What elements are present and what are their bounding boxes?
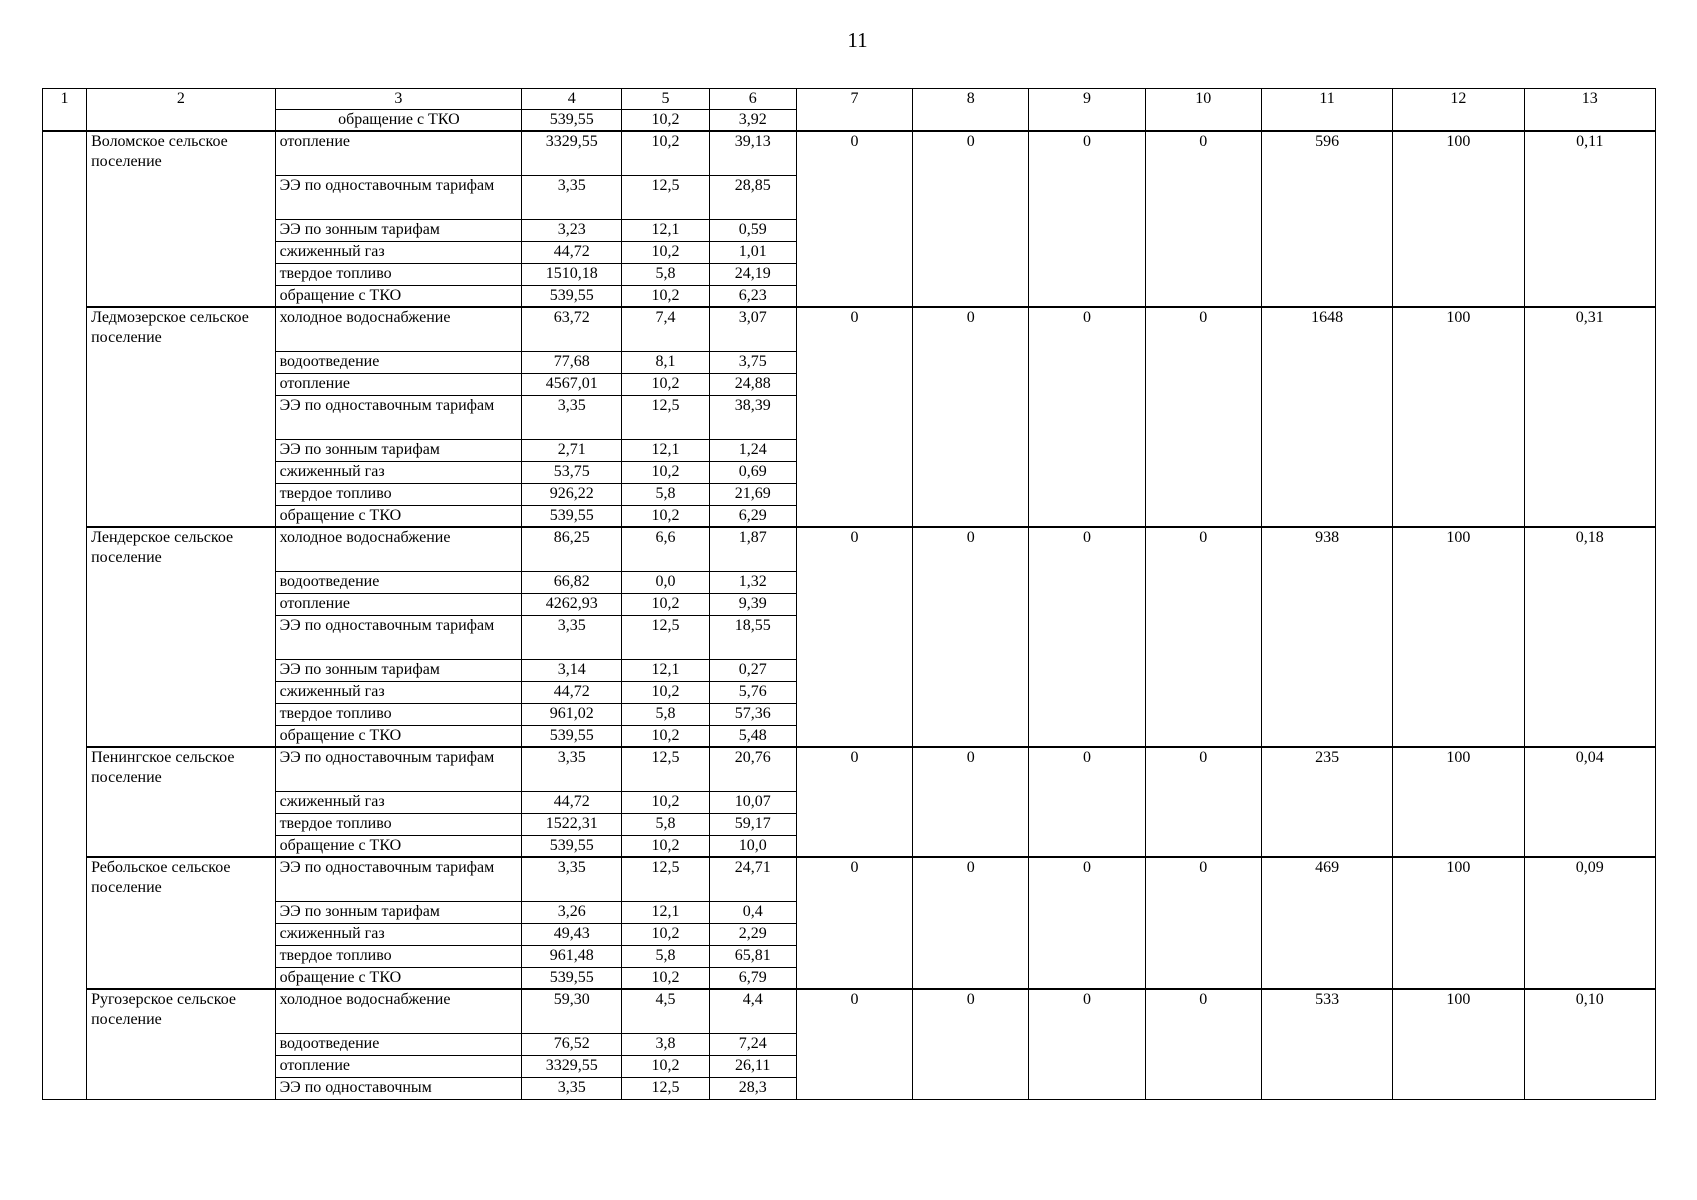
service-cell: сжиженный газ (275, 461, 522, 483)
value-cell: 38,39 (709, 395, 796, 439)
value-cell: 3,35 (522, 1077, 622, 1099)
value-cell: 3,23 (522, 219, 622, 241)
summary-cell: 533 (1261, 989, 1392, 1099)
summary-cell: 0 (1029, 307, 1145, 527)
service-cell: ЭЭ по зонным тарифам (275, 439, 522, 461)
value-cell: 28,85 (709, 175, 796, 219)
value-cell: 3,35 (522, 857, 622, 901)
value-cell: 12,5 (622, 615, 709, 659)
value-cell: 1,01 (709, 241, 796, 263)
table-row (43, 131, 1656, 175)
value-cell: 3329,55 (522, 131, 622, 175)
service-cell: обращение с ТКО (275, 110, 522, 132)
service-cell: твердое топливо (275, 263, 522, 285)
value-cell: 63,72 (522, 307, 622, 351)
summary-cell: 0 (1029, 857, 1145, 989)
summary-cell: 0,04 (1524, 747, 1655, 857)
summary-cell: 100 (1393, 747, 1524, 857)
summary-cell: 0,09 (1524, 857, 1655, 989)
settlement-name: Лендерское сельское поселение (87, 527, 275, 747)
value-cell: 10,2 (622, 681, 709, 703)
service-cell: твердое топливо (275, 483, 522, 505)
table-row (43, 857, 1656, 901)
summary-cell: 0 (796, 307, 912, 527)
value-cell: 1,24 (709, 439, 796, 461)
summary-cell: 938 (1261, 527, 1392, 747)
value-cell: 5,8 (622, 703, 709, 725)
summary-cell: 0 (913, 527, 1029, 747)
value-cell: 539,55 (522, 725, 622, 747)
value-cell: 5,8 (622, 263, 709, 285)
column-header: 12 (1393, 89, 1524, 132)
value-cell: 961,02 (522, 703, 622, 725)
service-cell: ЭЭ по зонным тарифам (275, 219, 522, 241)
service-cell: отопление (275, 131, 522, 175)
value-cell: 0,0 (622, 571, 709, 593)
value-cell: 0,69 (709, 461, 796, 483)
value-cell: 57,36 (709, 703, 796, 725)
value-cell: 3,07 (709, 307, 796, 351)
column-header: 7 (796, 89, 912, 132)
value-cell: 6,6 (622, 527, 709, 571)
value-cell: 3,8 (622, 1033, 709, 1055)
value-cell: 10,2 (622, 967, 709, 989)
summary-cell: 0 (1145, 307, 1261, 527)
value-cell: 10,2 (622, 835, 709, 857)
value-cell: 1510,18 (522, 263, 622, 285)
value-cell: 5,76 (709, 681, 796, 703)
value-cell: 12,1 (622, 439, 709, 461)
summary-cell: 0 (1145, 857, 1261, 989)
summary-cell: 100 (1393, 527, 1524, 747)
value-cell: 1,87 (709, 527, 796, 571)
value-cell: 6,29 (709, 505, 796, 527)
summary-cell: 0 (913, 989, 1029, 1099)
value-cell: 21,69 (709, 483, 796, 505)
value-cell: 10,2 (622, 1055, 709, 1077)
column-header: 11 (1261, 89, 1392, 132)
value-cell: 10,2 (622, 285, 709, 307)
value-cell: 3,35 (522, 615, 622, 659)
service-cell: водоотведение (275, 571, 522, 593)
table-row (43, 527, 1656, 571)
summary-cell: 100 (1393, 307, 1524, 527)
value-cell: 3,92 (709, 110, 796, 132)
summary-cell: 469 (1261, 857, 1392, 989)
value-cell: 18,55 (709, 615, 796, 659)
value-cell: 5,8 (622, 483, 709, 505)
summary-cell: 0,10 (1524, 989, 1655, 1099)
value-cell: 2,29 (709, 923, 796, 945)
value-cell: 65,81 (709, 945, 796, 967)
value-cell: 3329,55 (522, 1055, 622, 1077)
value-cell: 10,2 (622, 791, 709, 813)
value-cell: 28,3 (709, 1077, 796, 1099)
value-cell: 44,72 (522, 791, 622, 813)
value-cell: 3,35 (522, 747, 622, 791)
service-cell: холодное водоснабжение (275, 527, 522, 571)
value-cell: 12,1 (622, 659, 709, 681)
value-cell: 539,55 (522, 505, 622, 527)
value-cell: 0,4 (709, 901, 796, 923)
column-header: 2 (87, 89, 275, 132)
table-row (43, 747, 1656, 791)
service-cell: ЭЭ по зонным тарифам (275, 659, 522, 681)
value-cell: 5,8 (622, 945, 709, 967)
summary-cell: 0 (796, 527, 912, 747)
service-cell: отопление (275, 1055, 522, 1077)
value-cell: 7,24 (709, 1033, 796, 1055)
value-cell: 44,72 (522, 241, 622, 263)
value-cell: 12,5 (622, 395, 709, 439)
service-cell: твердое топливо (275, 813, 522, 835)
settlement-name: Ледмозерское сельское поселение (87, 307, 275, 527)
value-cell: 539,55 (522, 967, 622, 989)
value-cell: 926,22 (522, 483, 622, 505)
value-cell: 5,48 (709, 725, 796, 747)
value-cell: 10,07 (709, 791, 796, 813)
value-cell: 3,75 (709, 351, 796, 373)
data-table (42, 88, 1656, 1100)
settlement-name: Пенингское сельское поселение (87, 747, 275, 857)
value-cell: 59,30 (522, 989, 622, 1033)
summary-cell: 0 (1029, 989, 1145, 1099)
service-cell: ЭЭ по зонным тарифам (275, 901, 522, 923)
service-cell: сжиженный газ (275, 923, 522, 945)
value-cell: 49,43 (522, 923, 622, 945)
summary-cell: 0,18 (1524, 527, 1655, 747)
value-cell: 4567,01 (522, 373, 622, 395)
value-cell: 39,13 (709, 131, 796, 175)
value-cell: 10,2 (622, 725, 709, 747)
value-cell: 1522,31 (522, 813, 622, 835)
summary-cell: 0 (913, 307, 1029, 527)
value-cell: 3,35 (522, 395, 622, 439)
value-cell: 10,2 (622, 241, 709, 263)
column-header: 10 (1145, 89, 1261, 132)
column-header: 8 (913, 89, 1029, 132)
value-cell: 77,68 (522, 351, 622, 373)
value-cell: 10,2 (622, 131, 709, 175)
service-cell: отопление (275, 373, 522, 395)
value-cell: 961,48 (522, 945, 622, 967)
summary-cell: 100 (1393, 989, 1524, 1099)
value-cell: 9,39 (709, 593, 796, 615)
table-row (43, 989, 1656, 1033)
value-cell: 66,82 (522, 571, 622, 593)
service-cell: водоотведение (275, 351, 522, 373)
summary-cell: 0 (1145, 989, 1261, 1099)
value-cell: 12,1 (622, 219, 709, 241)
summary-cell: 0 (1029, 527, 1145, 747)
service-cell: ЭЭ по одноставочным тарифам (275, 747, 522, 791)
column-number-row (43, 89, 1656, 110)
value-cell: 8,1 (622, 351, 709, 373)
service-cell: холодное водоснабжение (275, 307, 522, 351)
service-cell: сжиженный газ (275, 791, 522, 813)
service-cell: обращение с ТКО (275, 725, 522, 747)
settlement-name: Ругозерское сельское поселение (87, 989, 275, 1099)
value-cell: 6,23 (709, 285, 796, 307)
service-cell: обращение с ТКО (275, 505, 522, 527)
value-cell: 539,55 (522, 285, 622, 307)
value-cell: 4262,93 (522, 593, 622, 615)
value-cell: 10,2 (622, 373, 709, 395)
value-cell: 5,8 (622, 813, 709, 835)
value-cell: 3,14 (522, 659, 622, 681)
table-header (43, 89, 1656, 132)
summary-cell: 1648 (1261, 307, 1392, 527)
value-cell: 10,2 (622, 110, 709, 132)
summary-cell: 235 (1261, 747, 1392, 857)
settlement-name: Воломское сельское поселение (87, 131, 275, 307)
summary-cell: 0 (913, 857, 1029, 989)
service-cell: отопление (275, 593, 522, 615)
value-cell: 3,35 (522, 175, 622, 219)
service-cell: холодное водоснабжение (275, 989, 522, 1033)
value-cell: 10,2 (622, 461, 709, 483)
summary-cell: 0 (1145, 527, 1261, 747)
value-cell: 59,17 (709, 813, 796, 835)
service-cell: ЭЭ по одноставочным тарифам (275, 395, 522, 439)
summary-cell: 0 (1029, 747, 1145, 857)
column-header: 13 (1524, 89, 1655, 132)
service-cell: сжиженный газ (275, 681, 522, 703)
column-header: 6 (709, 89, 796, 110)
service-cell: водоотведение (275, 1033, 522, 1055)
summary-cell: 0 (796, 857, 912, 989)
summary-cell: 0 (1145, 131, 1261, 307)
service-cell: твердое топливо (275, 703, 522, 725)
summary-cell: 100 (1393, 131, 1524, 307)
summary-cell: 0,31 (1524, 307, 1655, 527)
summary-cell: 0 (796, 747, 912, 857)
table-row (43, 307, 1656, 351)
value-cell: 24,88 (709, 373, 796, 395)
column-header: 9 (1029, 89, 1145, 132)
summary-cell: 100 (1393, 857, 1524, 989)
service-cell: ЭЭ по одноставочным тарифам (275, 175, 522, 219)
column-header: 5 (622, 89, 709, 110)
value-cell: 0,59 (709, 219, 796, 241)
value-cell: 86,25 (522, 527, 622, 571)
service-cell: ЭЭ по одноставочным тарифам (275, 615, 522, 659)
service-cell: обращение с ТКО (275, 285, 522, 307)
page-number: 11 (847, 28, 868, 52)
service-cell: ЭЭ по одноставочным (275, 1077, 522, 1099)
value-cell: 7,4 (622, 307, 709, 351)
value-cell: 10,2 (622, 505, 709, 527)
service-cell: обращение с ТКО (275, 835, 522, 857)
value-cell: 12,5 (622, 747, 709, 791)
value-cell: 20,76 (709, 747, 796, 791)
value-cell: 3,26 (522, 901, 622, 923)
service-cell: твердое топливо (275, 945, 522, 967)
row-number-cell (43, 131, 87, 1099)
value-cell: 24,19 (709, 263, 796, 285)
value-cell: 12,5 (622, 857, 709, 901)
service-cell: ЭЭ по одноставочным тарифам (275, 857, 522, 901)
settlement-name: Ребольское сельское поселение (87, 857, 275, 989)
summary-cell: 596 (1261, 131, 1392, 307)
value-cell: 10,2 (622, 593, 709, 615)
summary-cell: 0 (913, 747, 1029, 857)
value-cell: 0,27 (709, 659, 796, 681)
value-cell: 12,1 (622, 901, 709, 923)
value-cell: 10,0 (709, 835, 796, 857)
summary-cell: 0 (1029, 131, 1145, 307)
summary-cell: 0 (796, 131, 912, 307)
summary-cell: 0,11 (1524, 131, 1655, 307)
column-header: 1 (43, 89, 87, 132)
value-cell: 12,5 (622, 1077, 709, 1099)
value-cell: 12,5 (622, 175, 709, 219)
value-cell: 539,55 (522, 110, 622, 132)
value-cell: 76,52 (522, 1033, 622, 1055)
column-header: 4 (522, 89, 622, 110)
service-cell: обращение с ТКО (275, 967, 522, 989)
value-cell: 24,71 (709, 857, 796, 901)
value-cell: 44,72 (522, 681, 622, 703)
value-cell: 26,11 (709, 1055, 796, 1077)
value-cell: 2,71 (522, 439, 622, 461)
summary-cell: 0 (913, 131, 1029, 307)
table-body (43, 131, 1656, 1099)
summary-cell: 0 (1145, 747, 1261, 857)
value-cell: 4,5 (622, 989, 709, 1033)
column-header: 3 (275, 89, 522, 110)
value-cell: 4,4 (709, 989, 796, 1033)
value-cell: 1,32 (709, 571, 796, 593)
value-cell: 6,79 (709, 967, 796, 989)
value-cell: 539,55 (522, 835, 622, 857)
service-cell: сжиженный газ (275, 241, 522, 263)
value-cell: 10,2 (622, 923, 709, 945)
value-cell: 53,75 (522, 461, 622, 483)
summary-cell: 0 (796, 989, 912, 1099)
